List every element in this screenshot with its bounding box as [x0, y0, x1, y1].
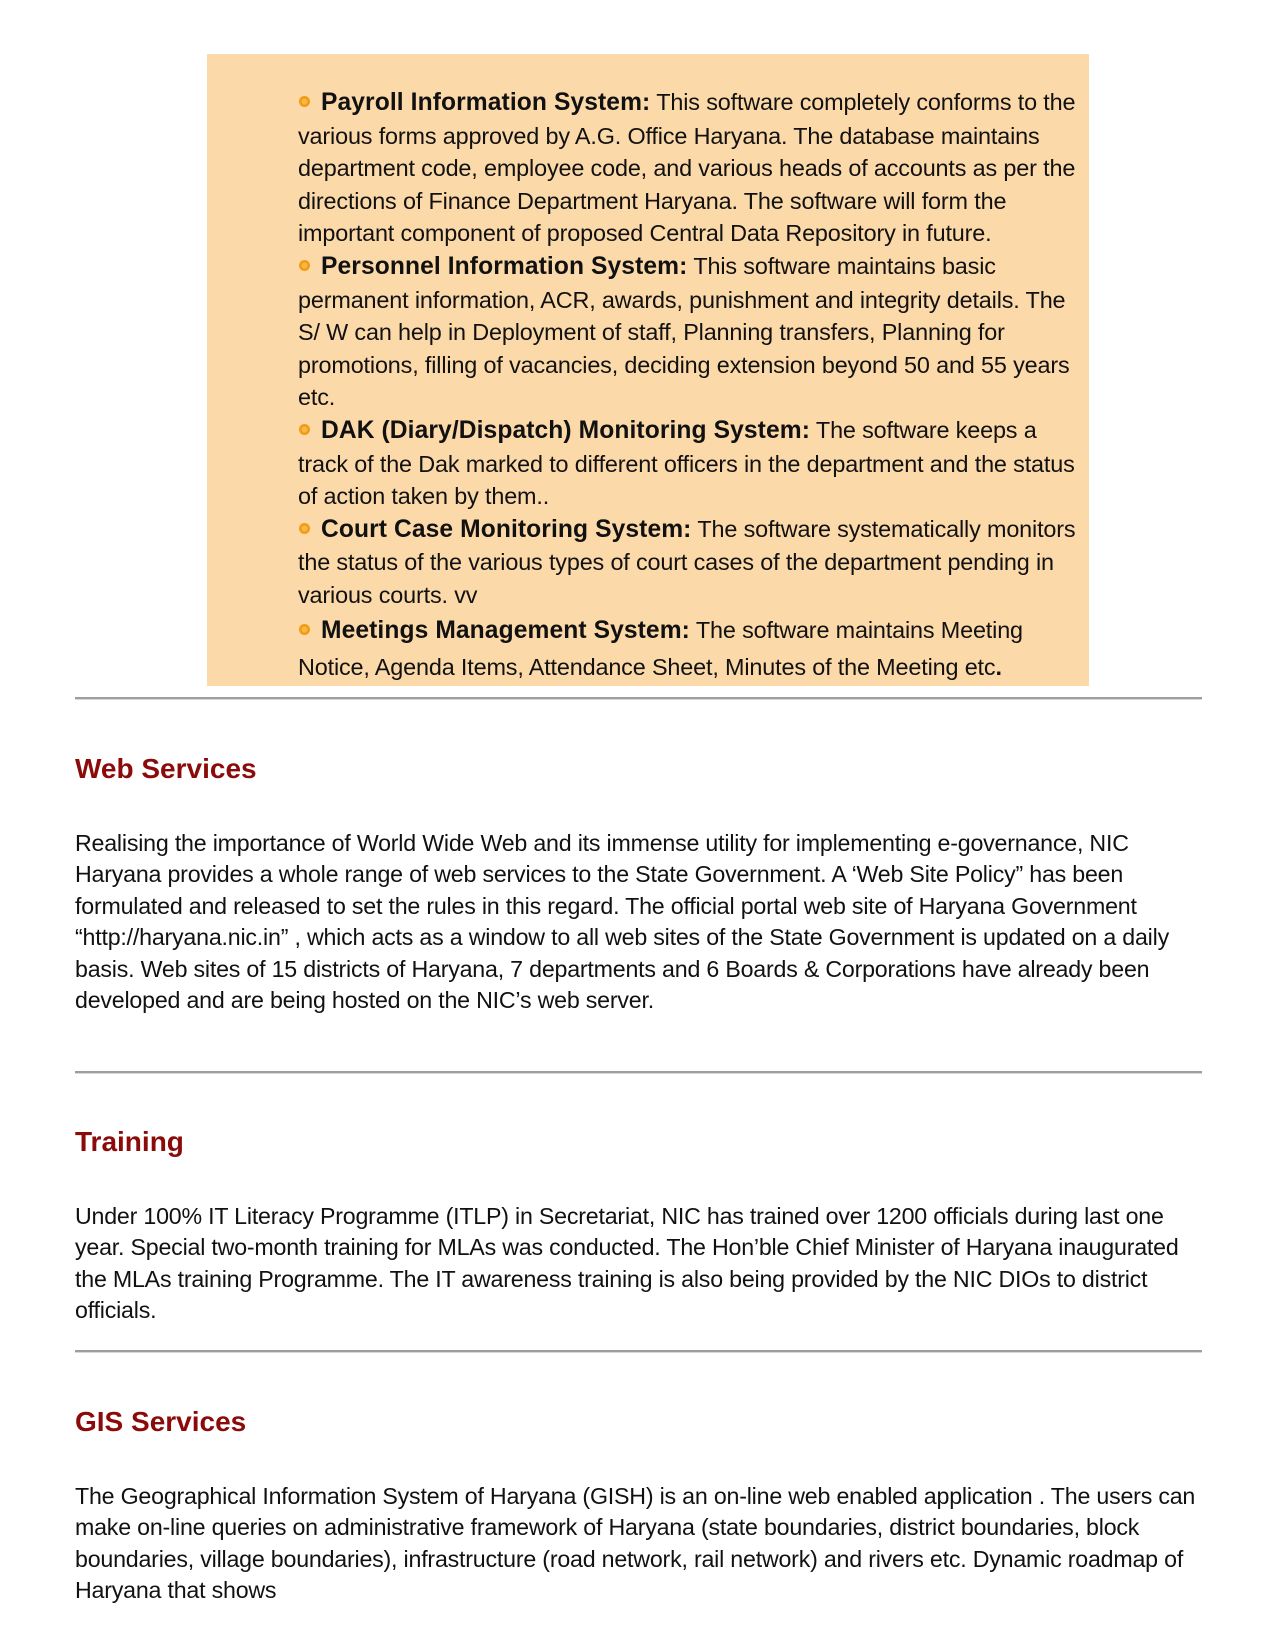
- orange-bullet-icon: [298, 522, 311, 535]
- training-heading: Training: [75, 1126, 184, 1157]
- web-services-body: Realising the importance of World Wide Web and its immense utility for implementing e-governance, NIC Haryana provides a whole range of web services to the State Government. A ‘Web Site Policy” has been formulated and released to set the rules in this regard. The official portal web site of Haryana Government “http://haryana.nic.in” , which acts as a window to all web sites of the State Government is updated on a daily basis. Web sites of 15 districts of Haryana, 7 departments and 6 Boards & Corporations have already been developed and are being hosted on the NIC’s web server.: [75, 830, 1169, 1014]
- divider: [75, 1071, 1202, 1074]
- orange-bullet-icon: [298, 623, 311, 636]
- software-systems-list: [298, 86, 1077, 686]
- training-body: Under 100% IT Literacy Programme (ITLP) in Secretariat, NIC has trained over 1200 officials during last one year. Special two-month training for MLAs was conducted. The Hon’ble Chief Minister of Haryana inaugurated the MLAs training Programme. The IT awareness training is also being provided by the NIC DIOs to district officials.: [75, 1203, 1179, 1324]
- web-services-heading: Web Services: [75, 753, 257, 784]
- item-trailing-period: .: [995, 653, 1002, 680]
- divider: [75, 697, 1202, 700]
- gis-services-heading: GIS Services: [75, 1406, 247, 1437]
- gis-services-body: The Geographical Information System of Haryana (GISH) is an on-line web enabled application . The users can make on-line queries on administrative framework of Haryana (state boundaries, district boundaries, block boundaries, village boundaries), infrastructure (road network, rail network) and rivers etc. Dynamic roadmap of Haryana that shows: [75, 1483, 1196, 1604]
- item-description: This software completely conforms to the various forms approved by A.G. Office Haryana. The database maintains department code, employee code, and various heads of accounts as per the directions of Finance Department Haryana. The software will form the important component of proposed Central Data Repository in future.: [298, 89, 1076, 247]
- list-item-court-case: [298, 513, 1077, 612]
- list-item-payroll: [298, 86, 1077, 250]
- item-title: Personnel Information System:: [321, 252, 688, 280]
- item-title: Payroll Information System:: [321, 89, 651, 116]
- list-item-dak: [298, 414, 1077, 513]
- orange-bullet-icon: [298, 95, 311, 108]
- orange-bullet-icon: [298, 423, 311, 436]
- item-description: This software maintains basic permanent information, ACR, awards, punishment and integrity details. The S/ W can help in Deployment of staff, Planning transfers, Planning for promotions, filling of vacancies, deciding extension beyond 50 and 55 years etc.: [298, 252, 1070, 411]
- item-description: The software keeps a track of the Dak marked to different officers in the department and the status of action taken by them..: [298, 416, 1075, 510]
- divider: [75, 1350, 1202, 1353]
- item-description: The software maintains Meeting Notice, Agenda Items, Attendance Sheet, Minutes of the Meeting etc: [298, 616, 1023, 680]
- software-systems-box: [207, 54, 1089, 686]
- list-item-meetings: [298, 612, 1077, 686]
- orange-bullet-icon: [298, 259, 311, 272]
- item-title: Meetings Management System:: [321, 616, 690, 644]
- list-item-personnel: [298, 250, 1077, 414]
- item-description: The software systematically monitors the status of the various types of court cases of the department pending in various courts. vv: [298, 515, 1076, 608]
- item-title: DAK (Diary/Dispatch) Monitoring System:: [321, 416, 810, 444]
- item-title: Court Case Monitoring System:: [321, 515, 692, 543]
